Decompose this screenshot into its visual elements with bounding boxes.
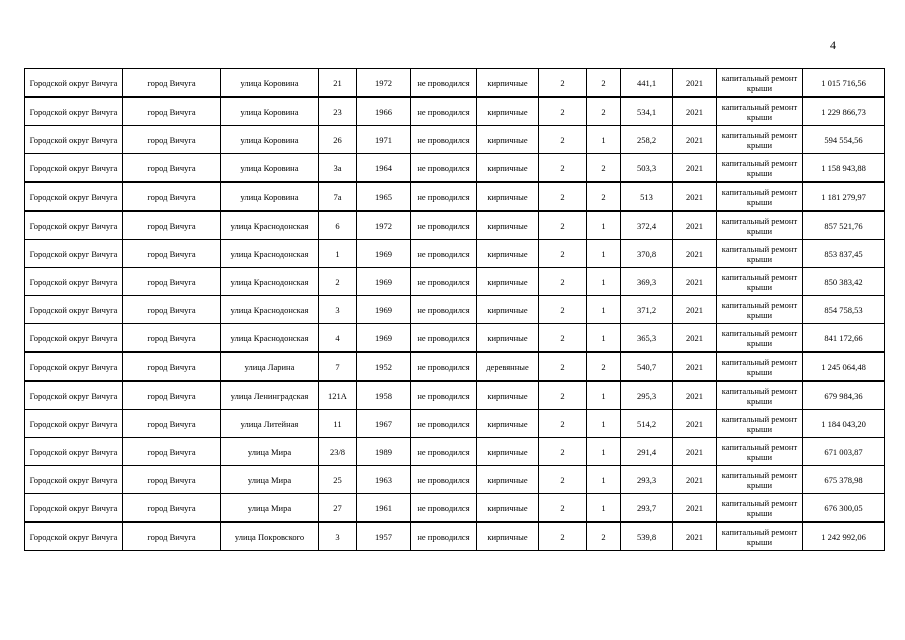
plan-year-cell: 2021 [673, 324, 717, 353]
table-row [25, 438, 885, 466]
street-cell: улица Коровина [221, 69, 319, 98]
settlement-cell: город Вичуга [123, 126, 221, 154]
entrances-cell: 1 [587, 438, 621, 466]
street-cell: улица Коровина [221, 154, 319, 183]
cost-cell: 594 554,56 [803, 126, 885, 154]
house-number-cell: 21 [319, 69, 357, 98]
plan-year-cell: 2021 [673, 268, 717, 296]
last-repair-cell: не проводился [411, 324, 477, 353]
settlement-cell: город Вичуга [123, 97, 221, 126]
municipality-cell: Городской округ Вичуга [25, 69, 123, 98]
last-repair-cell: не проводился [411, 154, 477, 183]
table-row [25, 211, 885, 240]
municipality-cell: Городской округ Вичуга [25, 381, 123, 410]
wall-material-cell: кирпичные [477, 182, 539, 211]
work-type-cell: капитальный ремонт крыши [717, 69, 803, 98]
street-cell: улица Ларина [221, 352, 319, 381]
municipality-cell: Городской округ Вичуга [25, 466, 123, 494]
floors-cell: 2 [539, 381, 587, 410]
year-built-cell: 1969 [357, 324, 411, 353]
floors-cell: 2 [539, 494, 587, 523]
house-number-cell: 7а [319, 182, 357, 211]
entrances-cell: 1 [587, 410, 621, 438]
street-cell: улица Мира [221, 466, 319, 494]
floors-cell: 2 [539, 97, 587, 126]
table-row [25, 154, 885, 183]
floors-cell: 2 [539, 522, 587, 551]
floors-cell: 2 [539, 352, 587, 381]
floors-cell: 2 [539, 154, 587, 183]
wall-material-cell: кирпичные [477, 438, 539, 466]
entrances-cell: 1 [587, 211, 621, 240]
house-number-cell: 26 [319, 126, 357, 154]
house-number-cell: 2 [319, 268, 357, 296]
last-repair-cell: не проводился [411, 182, 477, 211]
work-type-cell: капитальный ремонт крыши [717, 352, 803, 381]
work-type-cell: капитальный ремонт крыши [717, 296, 803, 324]
settlement-cell: город Вичуга [123, 211, 221, 240]
year-built-cell: 1971 [357, 126, 411, 154]
plan-year-cell: 2021 [673, 182, 717, 211]
table-row [25, 296, 885, 324]
wall-material-cell: кирпичные [477, 296, 539, 324]
area-cell: 293,7 [621, 494, 673, 523]
settlement-cell: город Вичуга [123, 296, 221, 324]
street-cell: улица Коровина [221, 126, 319, 154]
work-type-cell: капитальный ремонт крыши [717, 182, 803, 211]
last-repair-cell: не проводился [411, 466, 477, 494]
municipality-cell: Городской округ Вичуга [25, 268, 123, 296]
cost-cell: 1 242 992,06 [803, 522, 885, 551]
settlement-cell: город Вичуга [123, 352, 221, 381]
work-type-cell: капитальный ремонт крыши [717, 381, 803, 410]
house-number-cell: 25 [319, 466, 357, 494]
entrances-cell: 2 [587, 97, 621, 126]
street-cell: улица Литейная [221, 410, 319, 438]
settlement-cell: город Вичуга [123, 410, 221, 438]
municipality-cell: Городской округ Вичуга [25, 494, 123, 523]
house-number-cell: 1 [319, 240, 357, 268]
table-row [25, 466, 885, 494]
table-row [25, 126, 885, 154]
work-type-cell: капитальный ремонт крыши [717, 466, 803, 494]
table-row [25, 324, 885, 353]
last-repair-cell: не проводился [411, 381, 477, 410]
year-built-cell: 1957 [357, 522, 411, 551]
settlement-cell: город Вичуга [123, 69, 221, 98]
work-type-cell: капитальный ремонт крыши [717, 522, 803, 551]
house-number-cell: 3 [319, 522, 357, 551]
entrances-cell: 2 [587, 154, 621, 183]
cost-cell: 1 015 716,56 [803, 69, 885, 98]
area-cell: 291,4 [621, 438, 673, 466]
floors-cell: 2 [539, 466, 587, 494]
year-built-cell: 1969 [357, 268, 411, 296]
wall-material-cell: кирпичные [477, 381, 539, 410]
street-cell: улица Мира [221, 494, 319, 523]
wall-material-cell: кирпичные [477, 154, 539, 183]
floors-cell: 2 [539, 324, 587, 353]
area-cell: 369,3 [621, 268, 673, 296]
work-type-cell: капитальный ремонт крыши [717, 494, 803, 523]
table-row [25, 352, 885, 381]
work-type-cell: капитальный ремонт крыши [717, 97, 803, 126]
entrances-cell: 2 [587, 352, 621, 381]
settlement-cell: город Вичуга [123, 240, 221, 268]
plan-year-cell: 2021 [673, 522, 717, 551]
house-number-cell: 121А [319, 381, 357, 410]
entrances-cell: 1 [587, 240, 621, 268]
work-type-cell: капитальный ремонт крыши [717, 324, 803, 353]
area-cell: 539,8 [621, 522, 673, 551]
house-number-cell: 3 [319, 296, 357, 324]
settlement-cell: город Вичуга [123, 522, 221, 551]
cost-cell: 857 521,76 [803, 211, 885, 240]
wall-material-cell: кирпичные [477, 494, 539, 523]
entrances-cell: 1 [587, 296, 621, 324]
plan-year-cell: 2021 [673, 211, 717, 240]
year-built-cell: 1969 [357, 296, 411, 324]
settlement-cell: город Вичуга [123, 438, 221, 466]
last-repair-cell: не проводился [411, 494, 477, 523]
year-built-cell: 1965 [357, 182, 411, 211]
work-type-cell: капитальный ремонт крыши [717, 240, 803, 268]
area-cell: 503,3 [621, 154, 673, 183]
wall-material-cell: кирпичные [477, 69, 539, 98]
year-built-cell: 1961 [357, 494, 411, 523]
wall-material-cell: кирпичные [477, 466, 539, 494]
cost-cell: 854 758,53 [803, 296, 885, 324]
work-type-cell: капитальный ремонт крыши [717, 268, 803, 296]
settlement-cell: город Вичуга [123, 154, 221, 183]
registry-body [25, 69, 885, 551]
floors-cell: 2 [539, 126, 587, 154]
entrances-cell: 2 [587, 69, 621, 98]
table-row [25, 381, 885, 410]
area-cell: 293,3 [621, 466, 673, 494]
plan-year-cell: 2021 [673, 97, 717, 126]
cost-cell: 1 181 279,97 [803, 182, 885, 211]
settlement-cell: город Вичуга [123, 466, 221, 494]
work-type-cell: капитальный ремонт крыши [717, 154, 803, 183]
cost-cell: 841 172,66 [803, 324, 885, 353]
table-row [25, 240, 885, 268]
area-cell: 258,2 [621, 126, 673, 154]
plan-year-cell: 2021 [673, 240, 717, 268]
municipality-cell: Городской округ Вичуга [25, 211, 123, 240]
floors-cell: 2 [539, 296, 587, 324]
wall-material-cell: кирпичные [477, 268, 539, 296]
last-repair-cell: не проводился [411, 352, 477, 381]
table-row [25, 97, 885, 126]
settlement-cell: город Вичуга [123, 324, 221, 353]
municipality-cell: Городской округ Вичуга [25, 97, 123, 126]
last-repair-cell: не проводился [411, 97, 477, 126]
wall-material-cell: кирпичные [477, 211, 539, 240]
entrances-cell: 1 [587, 324, 621, 353]
year-built-cell: 1964 [357, 154, 411, 183]
wall-material-cell: деревянные [477, 352, 539, 381]
plan-year-cell: 2021 [673, 494, 717, 523]
wall-material-cell: кирпичные [477, 240, 539, 268]
floors-cell: 2 [539, 182, 587, 211]
wall-material-cell: кирпичные [477, 522, 539, 551]
plan-year-cell: 2021 [673, 296, 717, 324]
municipality-cell: Городской округ Вичуга [25, 296, 123, 324]
floors-cell: 2 [539, 69, 587, 98]
area-cell: 365,3 [621, 324, 673, 353]
entrances-cell: 1 [587, 268, 621, 296]
table-row [25, 522, 885, 551]
municipality-cell: Городской округ Вичуга [25, 154, 123, 183]
street-cell: улица Коровина [221, 182, 319, 211]
plan-year-cell: 2021 [673, 466, 717, 494]
cost-cell: 676 300,05 [803, 494, 885, 523]
house-number-cell: 6 [319, 211, 357, 240]
house-number-cell: 11 [319, 410, 357, 438]
municipality-cell: Городской округ Вичуга [25, 182, 123, 211]
municipality-cell: Городской округ Вичуга [25, 522, 123, 551]
cost-cell: 853 837,45 [803, 240, 885, 268]
year-built-cell: 1958 [357, 381, 411, 410]
municipality-cell: Городской округ Вичуга [25, 410, 123, 438]
entrances-cell: 1 [587, 126, 621, 154]
settlement-cell: город Вичуга [123, 381, 221, 410]
entrances-cell: 2 [587, 182, 621, 211]
plan-year-cell: 2021 [673, 438, 717, 466]
municipality-cell: Городской округ Вичуга [25, 438, 123, 466]
last-repair-cell: не проводился [411, 268, 477, 296]
floors-cell: 2 [539, 240, 587, 268]
house-number-cell: 3а [319, 154, 357, 183]
street-cell: улица Ленинградская [221, 381, 319, 410]
settlement-cell: город Вичуга [123, 182, 221, 211]
last-repair-cell: не проводился [411, 438, 477, 466]
year-built-cell: 1989 [357, 438, 411, 466]
year-built-cell: 1952 [357, 352, 411, 381]
last-repair-cell: не проводился [411, 69, 477, 98]
year-built-cell: 1969 [357, 240, 411, 268]
last-repair-cell: не проводился [411, 522, 477, 551]
municipality-cell: Городской округ Вичуга [25, 324, 123, 353]
plan-year-cell: 2021 [673, 352, 717, 381]
settlement-cell: город Вичуга [123, 494, 221, 523]
year-built-cell: 1963 [357, 466, 411, 494]
last-repair-cell: не проводился [411, 240, 477, 268]
street-cell: улица Покровского [221, 522, 319, 551]
street-cell: улица Краснодонская [221, 324, 319, 353]
work-type-cell: капитальный ремонт крыши [717, 410, 803, 438]
work-type-cell: капитальный ремонт крыши [717, 438, 803, 466]
plan-year-cell: 2021 [673, 69, 717, 98]
plan-year-cell: 2021 [673, 381, 717, 410]
street-cell: улица Мира [221, 438, 319, 466]
cost-cell: 679 984,36 [803, 381, 885, 410]
municipality-cell: Городской округ Вичуга [25, 352, 123, 381]
floors-cell: 2 [539, 410, 587, 438]
plan-year-cell: 2021 [673, 154, 717, 183]
last-repair-cell: не проводился [411, 126, 477, 154]
area-cell: 295,3 [621, 381, 673, 410]
municipality-cell: Городской округ Вичуга [25, 240, 123, 268]
area-cell: 441,1 [621, 69, 673, 98]
wall-material-cell: кирпичные [477, 324, 539, 353]
table-row [25, 410, 885, 438]
table-row [25, 182, 885, 211]
street-cell: улица Краснодонская [221, 296, 319, 324]
year-built-cell: 1967 [357, 410, 411, 438]
year-built-cell: 1972 [357, 211, 411, 240]
year-built-cell: 1966 [357, 97, 411, 126]
cost-cell: 1 158 943,88 [803, 154, 885, 183]
cost-cell: 1 184 043,20 [803, 410, 885, 438]
area-cell: 534,1 [621, 97, 673, 126]
cost-cell: 1 245 064,48 [803, 352, 885, 381]
area-cell: 371,2 [621, 296, 673, 324]
area-cell: 370,8 [621, 240, 673, 268]
area-cell: 513 [621, 182, 673, 211]
entrances-cell: 1 [587, 381, 621, 410]
floors-cell: 2 [539, 438, 587, 466]
last-repair-cell: не проводился [411, 296, 477, 324]
cost-cell: 675 378,98 [803, 466, 885, 494]
cost-cell: 850 383,42 [803, 268, 885, 296]
area-cell: 540,7 [621, 352, 673, 381]
floors-cell: 2 [539, 211, 587, 240]
table-row [25, 494, 885, 523]
street-cell: улица Краснодонская [221, 211, 319, 240]
plan-year-cell: 2021 [673, 126, 717, 154]
table-row [25, 69, 885, 98]
last-repair-cell: не проводился [411, 410, 477, 438]
work-type-cell: капитальный ремонт крыши [717, 126, 803, 154]
house-number-cell: 23 [319, 97, 357, 126]
wall-material-cell: кирпичные [477, 126, 539, 154]
cost-cell: 671 003,87 [803, 438, 885, 466]
house-number-cell: 23/8 [319, 438, 357, 466]
year-built-cell: 1972 [357, 69, 411, 98]
page-number: 4 [830, 38, 836, 52]
street-cell: улица Коровина [221, 97, 319, 126]
house-number-cell: 4 [319, 324, 357, 353]
cost-cell: 1 229 866,73 [803, 97, 885, 126]
municipality-cell: Городской округ Вичуга [25, 126, 123, 154]
area-cell: 514,2 [621, 410, 673, 438]
last-repair-cell: не проводился [411, 211, 477, 240]
house-number-cell: 7 [319, 352, 357, 381]
entrances-cell: 1 [587, 466, 621, 494]
wall-material-cell: кирпичные [477, 410, 539, 438]
plan-year-cell: 2021 [673, 410, 717, 438]
wall-material-cell: кирпичные [477, 97, 539, 126]
floors-cell: 2 [539, 268, 587, 296]
street-cell: улица Краснодонская [221, 268, 319, 296]
settlement-cell: город Вичуга [123, 268, 221, 296]
entrances-cell: 2 [587, 522, 621, 551]
entrances-cell: 1 [587, 494, 621, 523]
street-cell: улица Краснодонская [221, 240, 319, 268]
table-row [25, 268, 885, 296]
house-number-cell: 27 [319, 494, 357, 523]
housing-registry-table [24, 68, 885, 551]
area-cell: 372,4 [621, 211, 673, 240]
work-type-cell: капитальный ремонт крыши [717, 211, 803, 240]
